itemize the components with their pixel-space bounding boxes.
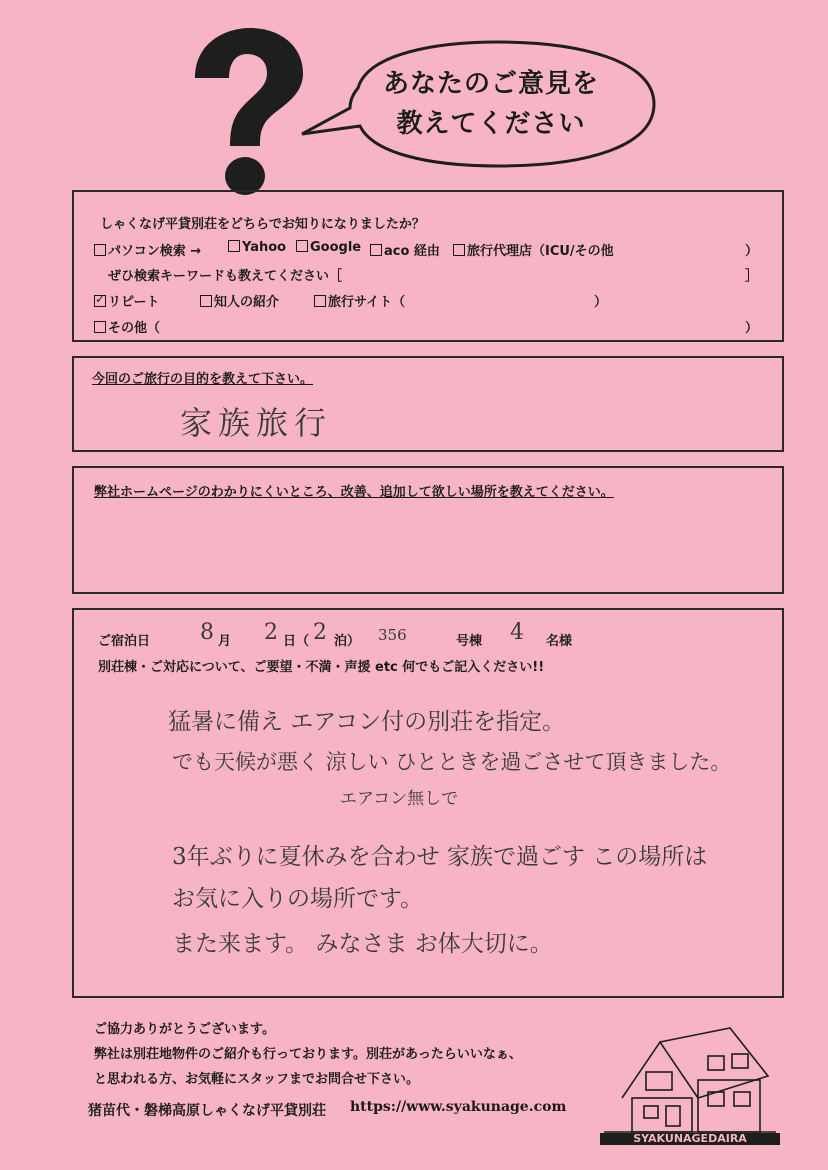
bubble-line-2: 教えてください <box>396 109 586 139</box>
q3-title: 弊社ホームページのわかりにくいところ、改善、追加して欲しい場所を教えてください。 <box>94 485 614 500</box>
option-yahoo[interactable] <box>228 240 286 255</box>
building-unit: 号棟 <box>456 634 483 649</box>
travel-site-close: ） <box>594 295 608 310</box>
option-label: 知人の紹介 <box>214 295 280 310</box>
stay-month: 8 <box>200 620 214 645</box>
comment-line-2: でも天候が悪く 涼しい ひとときを過ごさせて頂きました。 <box>172 750 732 774</box>
other-close: ） <box>745 321 759 336</box>
comment-line-5: お気に入りの場所です。 <box>172 886 424 912</box>
option-friend[interactable] <box>200 291 279 310</box>
option-repeat[interactable] <box>94 291 159 310</box>
option-label: Yahoo <box>242 240 287 255</box>
comment-line-1: 猛暑に備え エアコン付の別荘を指定。 <box>168 709 566 735</box>
website-link[interactable]: https://www.syakunage.com <box>350 1099 567 1115</box>
nights-open: （ <box>296 634 310 649</box>
people-count: 4 <box>510 620 524 645</box>
building-number: 356 <box>378 626 407 644</box>
footer-line-2: 弊社は別荘地物件のご紹介も行っております。別荘があったらいいなぁ、 <box>94 1047 522 1062</box>
footer-line-3: と思われる方、お気軽にスタッフまでお問合せ下さい。 <box>94 1072 420 1087</box>
footer-thanks: ご協力ありがとうございます。 <box>94 1022 275 1037</box>
checkbox-icon[interactable] <box>453 244 465 256</box>
q2-title: 今回のご旅行の目的を教えて下さい。 <box>92 372 314 387</box>
stay-nights: 2 <box>313 620 327 645</box>
option-label: aco 経由 <box>384 244 440 259</box>
checkbox-icon[interactable] <box>200 295 212 307</box>
option-label: 旅行サイト（ <box>328 295 406 310</box>
q4-instruction: 別荘棟・ご対応について、ご要望・不満・声援 etc 何でもご記入ください!! <box>98 660 545 675</box>
bubble-text <box>346 64 636 144</box>
option-other[interactable] <box>94 317 160 336</box>
option-aco[interactable] <box>370 240 440 259</box>
option-google[interactable] <box>296 240 361 255</box>
q2-answer: 家族旅行 <box>180 404 333 442</box>
keyword-label: ぜひ検索キーワードも教えてください［ <box>108 269 343 284</box>
comment-line-3: エアコン無しで <box>340 789 459 809</box>
comment-line-6: また来ます。 みなさま お体大切に。 <box>172 931 553 957</box>
month-unit: 月 <box>218 634 232 649</box>
question-mark-icon <box>185 28 305 198</box>
agency-close: ） <box>745 244 759 259</box>
option-label: Google <box>310 240 362 255</box>
logo-text: SYAKUNAGEDAIRA <box>633 1132 747 1145</box>
bubble-line-1: あなたのご意見を <box>382 69 599 99</box>
option-pc-search[interactable] <box>94 240 201 259</box>
option-label: 旅行代理店（ICU/その他 <box>467 244 614 259</box>
option-label: パソコン検索 → <box>108 244 202 259</box>
option-label: その他（ <box>108 321 161 336</box>
keyword-close: ］ <box>745 269 759 284</box>
checkbox-icon[interactable] <box>94 244 106 256</box>
checkbox-icon[interactable] <box>370 244 382 256</box>
q1-title: しゃくなげ平貸別荘をどちらでお知りになりましたか？ <box>100 217 425 232</box>
people-unit: 名様 <box>546 634 573 649</box>
option-label: リピート <box>108 295 160 310</box>
checkbox-icon[interactable] <box>94 321 106 333</box>
comment-line-4: 3年ぶりに夏休みを合わせ 家族で過ごす この場所は <box>172 844 708 870</box>
company-name: 猪苗代・磐梯高原しゃくなげ平貸別荘 <box>88 1103 326 1119</box>
checkbox-checked-icon[interactable] <box>94 295 106 307</box>
nights-unit: 泊） <box>334 634 361 649</box>
house-logo <box>600 1020 780 1145</box>
option-travel-site[interactable] <box>314 291 405 310</box>
checkbox-icon[interactable] <box>314 295 326 307</box>
day-unit: 日 <box>283 634 297 649</box>
option-agency[interactable] <box>453 240 614 259</box>
stay-label: ご宿泊日 <box>98 634 151 649</box>
stay-day: 2 <box>264 620 278 645</box>
checkbox-icon[interactable] <box>296 240 308 252</box>
checkbox-icon[interactable] <box>228 240 240 252</box>
